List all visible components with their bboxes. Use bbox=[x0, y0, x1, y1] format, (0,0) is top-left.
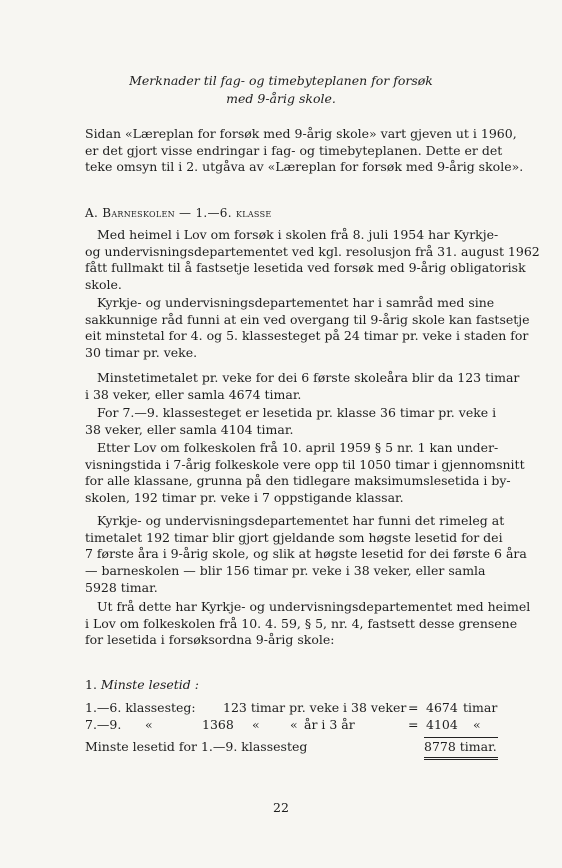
title-line-2: med 9-årig skole. bbox=[226, 91, 336, 106]
row-hours: 1368 bbox=[202, 717, 234, 732]
text-line: fått fullmakt til å fastsetje lesetida ved forsøk med 9-årig obligatorisk bbox=[85, 260, 526, 276]
intro-paragraph bbox=[85, 126, 524, 176]
page-number: 22 bbox=[273, 800, 289, 815]
paragraph-7 bbox=[85, 599, 531, 649]
ditto-mark: « bbox=[252, 717, 260, 732]
text-line: skole. bbox=[85, 277, 122, 293]
text-line: 38 veker, eller samla 4104 timar. bbox=[85, 421, 294, 437]
heading-prefix: A. bbox=[85, 206, 103, 220]
text-line: Ut frå dette har Kyrkje- og undervisningsdepartementet med heimel bbox=[97, 599, 531, 614]
total-label: Minste lesetid for 1.—9. klassesteg bbox=[85, 739, 308, 754]
table-row bbox=[85, 700, 497, 716]
paragraph-3 bbox=[85, 370, 520, 403]
row-equals: = bbox=[408, 700, 419, 715]
text-line: teke omsyn til i 2. utgåva av «Læreplan for forsøk med 9-årig skole». bbox=[85, 159, 524, 175]
paragraph-1 bbox=[85, 227, 540, 294]
row-description: år i 3 år bbox=[304, 717, 355, 732]
text-line: Kyrkje- og undervisningsdepartementet har i samråd med sine bbox=[97, 295, 495, 310]
text-line: eit minstetal for 4. og 5. klassesteget på 24 timar pr. veke i staden for bbox=[85, 328, 529, 344]
table-row bbox=[85, 717, 497, 733]
row-description: 123 timar pr. veke i 38 veker bbox=[223, 700, 407, 715]
text-line: og undervisningsdepartementet ved kgl. resolusjon frå 31. august 1962 bbox=[85, 243, 540, 259]
text-line: Minstetimetalet pr. veke for dei 6 første skoleåra blir da 123 timar bbox=[97, 370, 520, 385]
text-line: 30 timar pr. veke. bbox=[85, 345, 198, 361]
section-heading bbox=[85, 206, 272, 220]
ditto-mark: « bbox=[145, 717, 153, 732]
paragraph-4 bbox=[85, 405, 497, 438]
heading-name: Barneskolen bbox=[102, 206, 175, 220]
text-line: Etter Lov om folkeskolen frå 10. april 1959 § 5 nr. 1 kan under- bbox=[97, 440, 499, 455]
text-line: Med heimel i Lov om forsøk i skolen frå 8. juli 1954 har Kyrkje- bbox=[97, 227, 499, 242]
row-value: 4674 bbox=[426, 700, 458, 715]
text-line: Kyrkje- og undervisningsdepartementet har funni det rimeleg at bbox=[97, 513, 505, 528]
paragraph-6 bbox=[85, 513, 527, 597]
text-line: 5928 timar. bbox=[85, 579, 158, 595]
paragraph-5 bbox=[85, 440, 525, 507]
list-label: Minste lesetid : bbox=[100, 677, 199, 692]
list-number: 1. bbox=[85, 677, 97, 692]
total-value: 8778 timar. bbox=[424, 737, 498, 760]
list-item-heading bbox=[85, 677, 199, 692]
text-line: i Lov om folkeskolen frå 10. 4. 59, § 5, nr. 4, fastsett desse grensene bbox=[85, 615, 518, 631]
text-line: Sidan «Læreplan for forsøk med 9-årig skole» vart gjeven ut i 1960, bbox=[85, 126, 517, 141]
text-line: for lesetida i forsøksordna 9-årig skole: bbox=[85, 632, 335, 648]
row-class-range: 7.—9. bbox=[85, 717, 122, 732]
row-class-range: 1.—6. klassesteg: bbox=[85, 700, 196, 715]
ditto-mark: « bbox=[290, 717, 298, 732]
text-line: er det gjort visse endringar i fag- og timebyteplanen. Dette er det bbox=[85, 142, 503, 158]
text-line: visningstida i 7-årig folkeskole vere opp til 1050 timar i gjennomsnitt bbox=[85, 456, 525, 472]
row-equals: = bbox=[408, 717, 419, 732]
paragraph-2 bbox=[85, 295, 530, 362]
text-line: for alle klassane, grunna på den tidlegare maksimumslesetida i by- bbox=[85, 473, 511, 489]
text-line: sakkunnige råd funni at ein ved overgang til 9-årig skole kan fastsetje bbox=[85, 311, 530, 327]
text-line: For 7.—9. klassesteget er lesetida pr. klasse 36 timar pr. veke i bbox=[97, 405, 497, 420]
row-value: 4104 bbox=[426, 717, 458, 732]
text-line: timetalet 192 timar blir gjort gjeldande som høgste lesetid for dei bbox=[85, 529, 503, 545]
row-unit: timar bbox=[463, 700, 498, 715]
text-line: 7 første åra i 9-årig skole, og slik at høgste lesetid for dei første 6 åra bbox=[85, 546, 527, 562]
row-unit: « bbox=[473, 717, 481, 732]
text-line: — barneskolen — blir 156 timar pr. veke i 38 veker, eller samla bbox=[85, 563, 486, 579]
heading-rest: — 1.—6. klasse bbox=[174, 206, 272, 220]
title-line-1: Merknader til fag- og timebyteplanen for forsøk bbox=[129, 73, 433, 88]
text-line: i 38 veker, eller samla 4674 timar. bbox=[85, 386, 302, 402]
text-line: skolen, 192 timar pr. veke i 7 oppstigande klassar. bbox=[85, 490, 404, 506]
